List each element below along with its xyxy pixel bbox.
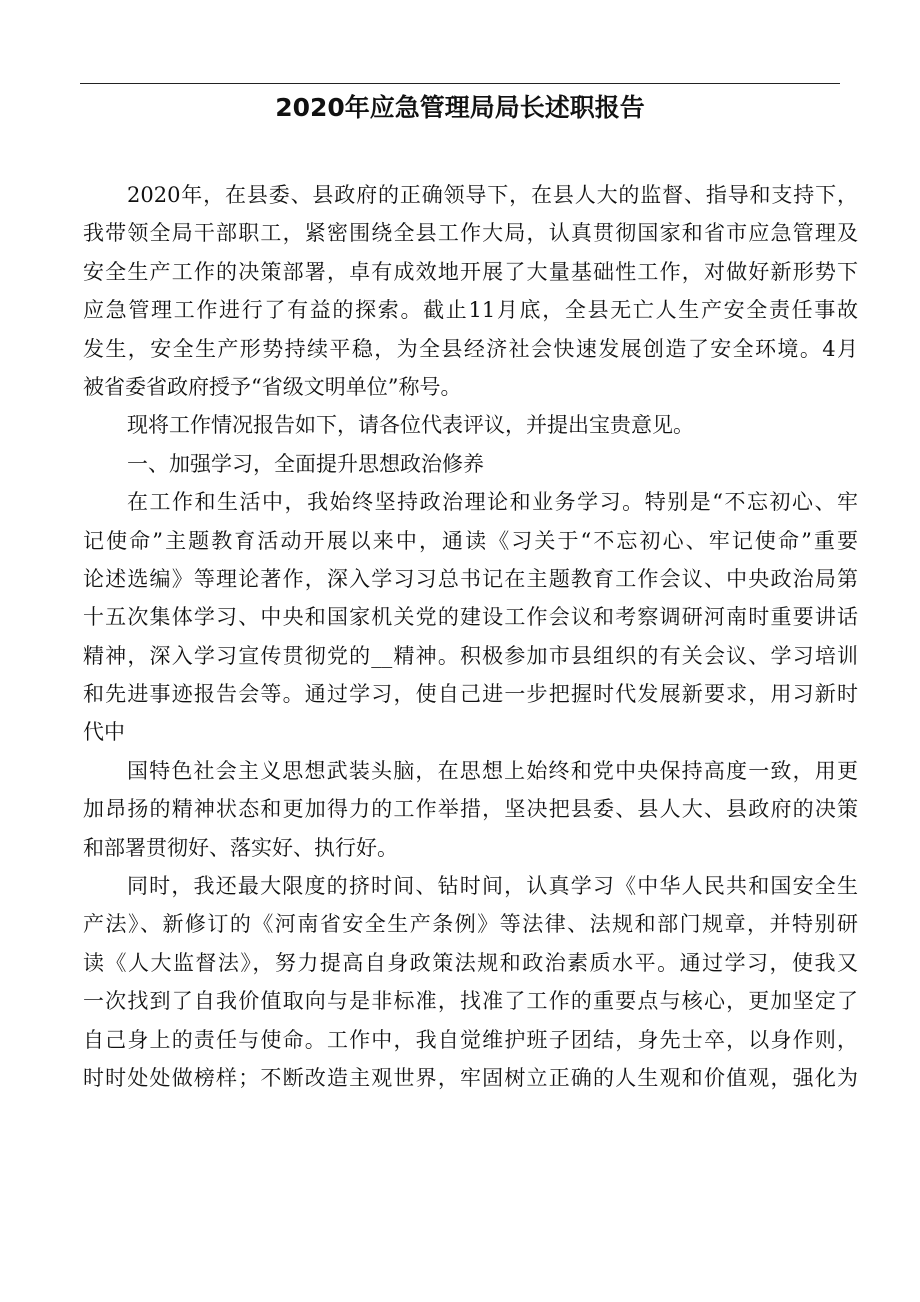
text-line: 自己身上的责任与使命。工作中，我自觉维护班子团结，身先士卒，以身作则， (83, 1027, 858, 1052)
text-line: 应急管理工作进行了有益的探索。截止11月底，全县无亡人生产安全责任事故 (83, 298, 858, 323)
text-line: 现将工作情况报告如下，请各位代表评议，并提出宝贵意见。 (127, 413, 694, 438)
text-line: 和先进事迹报告会等。通过学习，使自己进一步把握时代发展新要求，用习新时 (83, 682, 858, 707)
text-line: 加昂扬的精神状态和更加得力的工作举措，坚决把县委、县人大、县政府的决策 (83, 797, 858, 822)
text-line: 记使命”主题教育活动开展以来中，通读《习关于“不忘初心、牢记使命”重要 (83, 528, 858, 553)
text-line: 被省委省政府授予“省级文明单位”称号。 (83, 374, 462, 399)
text-line: 代中 (83, 720, 125, 745)
text-line: 我带领全局干部职工，紧密围绕全县工作大局，认真贯彻国家和省市应急管理及 (83, 221, 858, 246)
text-line: 论述选编》等理论著作，深入学习习总书记在主题教育工作会议、中央政治局第 (83, 566, 858, 591)
text-line: 发生，安全生产形势持续平稳，为全县经济社会快速发展创造了安全环境。4月 (83, 336, 858, 361)
paragraph (83, 406, 858, 444)
text-line: 十五次集体学习、中央和国家机关党的建设工作会议和考察调研河南时重要讲话 (83, 605, 858, 630)
text-line: 时时处处做榜样；不断改造主观世界，牢固树立正确的人生观和价值观，强化为 (83, 1065, 858, 1090)
document-title: 2020年应急管理局局长述职报告 (275, 93, 645, 122)
text-line: 2020年，在县委、县政府的正确领导下，在县人大的监督、指导和支持下， (127, 183, 858, 207)
text-line: 产法》、新修订的《河南省安全生产条例》等法律、法规和部门规章，并特别研 (83, 912, 858, 937)
text-line: 和部署贯彻好、落实好、执行好。 (83, 835, 398, 860)
text-line: 一、加强学习，全面提升思想政治修养 (127, 451, 484, 476)
text-line: 安全生产工作的决策部署，卓有成效地开展了大量基础性工作，对做好新形势下 (83, 259, 858, 284)
paragraph (83, 752, 858, 867)
document-body (83, 176, 858, 1097)
text-line: 精神，深入学习宣传贯彻党的__精神。积极参加市县组织的有关会议、学习培训 (83, 643, 858, 668)
paragraph (83, 867, 858, 1097)
header-rule (80, 83, 840, 84)
section-heading (83, 445, 858, 483)
text-line: 一次找到了自我价值取向与是非标准，找准了工作的重要点与核心，更加坚定了 (83, 989, 858, 1014)
paragraph (83, 483, 858, 752)
text-line: 读《人大监督法》，努力提高自身政策法规和政治素质水平。通过学习，使我又 (83, 950, 858, 975)
text-line: 在工作和生活中，我始终坚持政治理论和业务学习。特别是“不忘初心、牢 (127, 490, 858, 515)
paragraph (83, 176, 858, 406)
text-line: 国特色社会主义思想武装头脑，在思想上始终和党中央保持高度一致，用更 (127, 758, 858, 783)
text-line: 同时，我还最大限度的挤时间、钻时间，认真学习《中华人民共和国安全生 (127, 874, 858, 899)
